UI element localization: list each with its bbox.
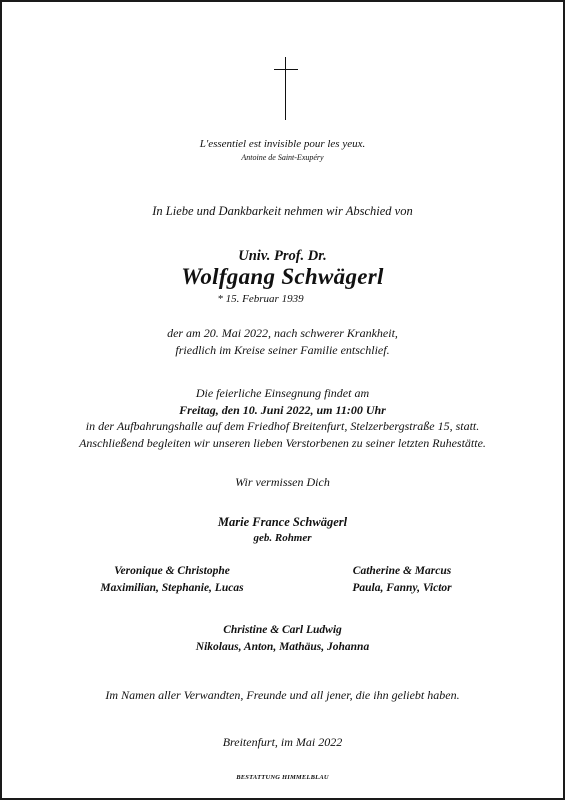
quote-text: L'essentiel est invisible pour les yeux.	[199, 138, 366, 150]
widow-name: Marie France Schwägerl	[217, 515, 348, 529]
place-date: Breitenfurt, im Mai 2022	[222, 735, 343, 749]
family-left	[82, 563, 262, 597]
undertaker-name: BESTATTUNG HIMMELBLAU	[236, 774, 329, 781]
widow-maiden-name: geb. Rohmer	[253, 532, 312, 544]
miss-you-line: Wir vermissen Dich	[235, 475, 330, 489]
family-right	[312, 563, 492, 597]
family-parents: Catherine & Marcus	[352, 565, 452, 577]
ceremony-line: Die feierliche Einsegnung findet am	[195, 386, 370, 400]
closing-line: Im Namen aller Verwandten, Freunde und all jener, die ihn geliebt haben.	[105, 688, 460, 702]
birth-date: * 15. Februar 1939	[217, 293, 304, 305]
family-parents: Veronique & Christophe	[114, 565, 230, 577]
intro-line: In Liebe und Dankbarkeit nehmen wir Abschied von	[152, 204, 413, 218]
family-parents: Christine & Carl Ludwig	[223, 624, 342, 636]
family-center	[2, 622, 563, 656]
death-notice	[2, 325, 563, 358]
family-children: Nikolaus, Anton, Mathäus, Johanna	[195, 641, 370, 653]
death-notice-line: friedlich im Kreise seiner Familie entschlief.	[175, 342, 390, 357]
cross-icon	[274, 57, 298, 120]
death-notice-line: der am 20. Mai 2022, nach schwerer Krankheit,	[167, 326, 398, 340]
ceremony-date: Freitag, den 10. Juni 2022, um 11:00 Uhr	[179, 402, 386, 417]
family-children: Maximilian, Stephanie, Lucas	[100, 582, 244, 594]
deceased-name: Wolfgang Schwägerl	[181, 264, 384, 289]
deceased-titles: Univ. Prof. Dr.	[238, 248, 327, 264]
ceremony-line: Anschließend begleiten wir unseren lieben Verstorbenen zu seiner letzten Ruhestätte.	[79, 435, 486, 450]
family-children: Paula, Fanny, Victor	[352, 582, 452, 594]
quote-author: Antoine de Saint-Exupéry	[241, 153, 324, 162]
ceremony-line: in der Aufbahrungshalle auf dem Friedhof Breitenfurt, Stelzerbergstraße 15, statt.	[85, 419, 480, 433]
ceremony-notice	[2, 385, 563, 451]
